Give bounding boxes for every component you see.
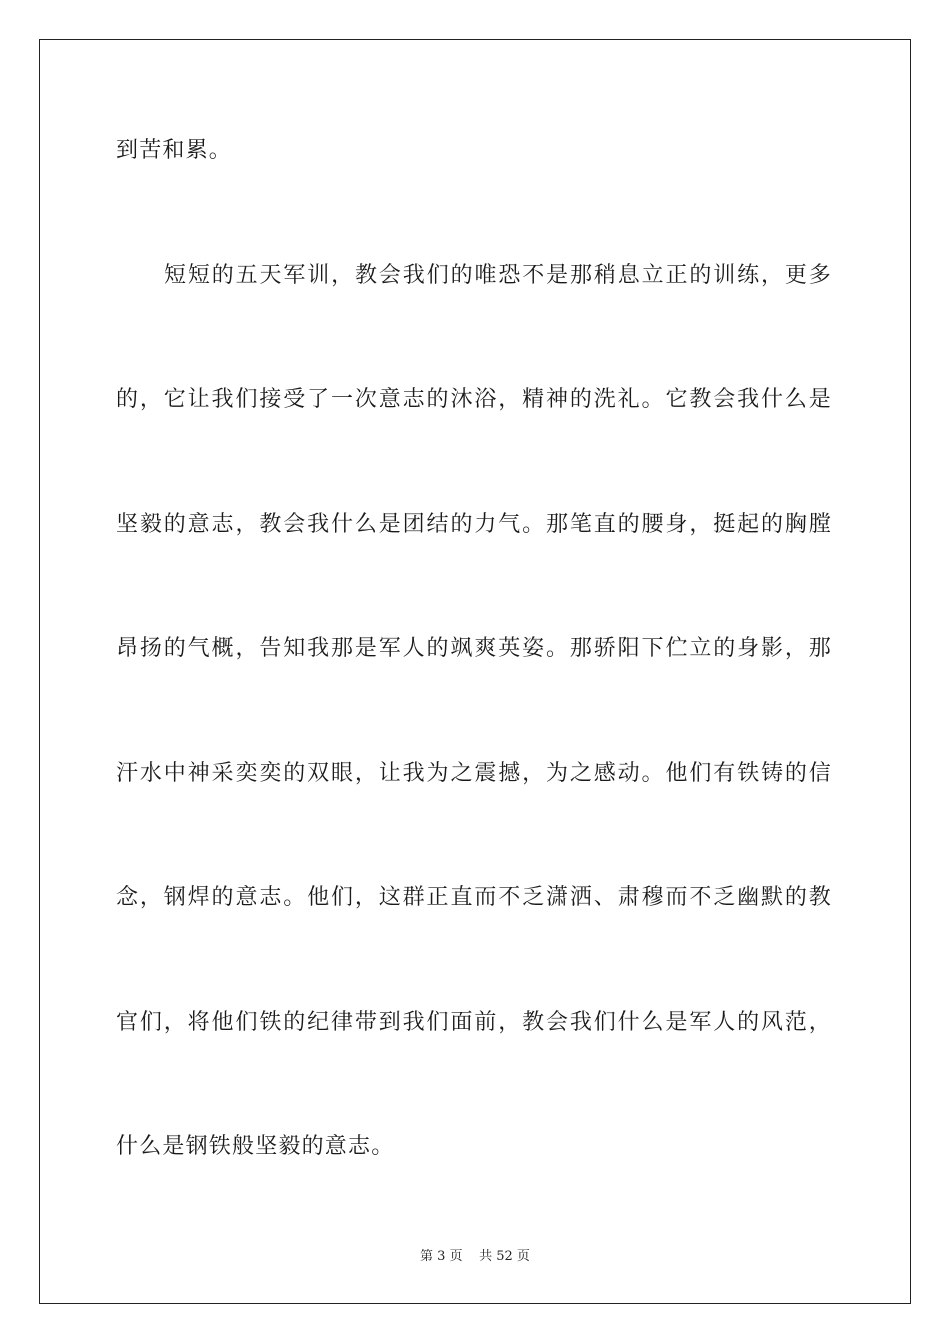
page-number: 第 3 页 bbox=[420, 1249, 463, 1264]
page-footer bbox=[0, 1248, 950, 1266]
paragraph-line-4: 坚毅的意志，教会我什么是团结的力气。那笔直的腰身，挺起的胸膛 bbox=[116, 512, 832, 537]
paragraph-line-2: 短短的五天军训，教会我们的唯恐不是那稍息立正的训练，更多 bbox=[164, 263, 832, 288]
paragraph-line-7: 念，钢焊的意志。他们，这群正直而不乏潇洒、肃穆而不乏幽默的教 bbox=[116, 885, 832, 910]
page-total: 共 52 页 bbox=[479, 1249, 530, 1264]
paragraph-line-3: 的，它让我们接受了一次意志的沐浴，精神的洗礼。它教会我什么是 bbox=[116, 387, 832, 412]
page-border bbox=[39, 39, 911, 1304]
paragraph-line-9: 什么是钢铁般坚毅的意志。 bbox=[116, 1134, 395, 1159]
paragraph-line-8: 官们，将他们铁的纪律带到我们面前，教会我们什么是军人的风范， bbox=[116, 1010, 832, 1035]
paragraph-line-5: 昂扬的气概，告知我那是军人的飒爽英姿。那骄阳下伫立的身影，那 bbox=[116, 636, 832, 661]
paragraph-line-6: 汗水中神采奕奕的双眼，让我为之震撼，为之感动。他们有铁铸的信 bbox=[116, 761, 832, 786]
paragraph-line-1: 到苦和累。 bbox=[116, 138, 233, 163]
